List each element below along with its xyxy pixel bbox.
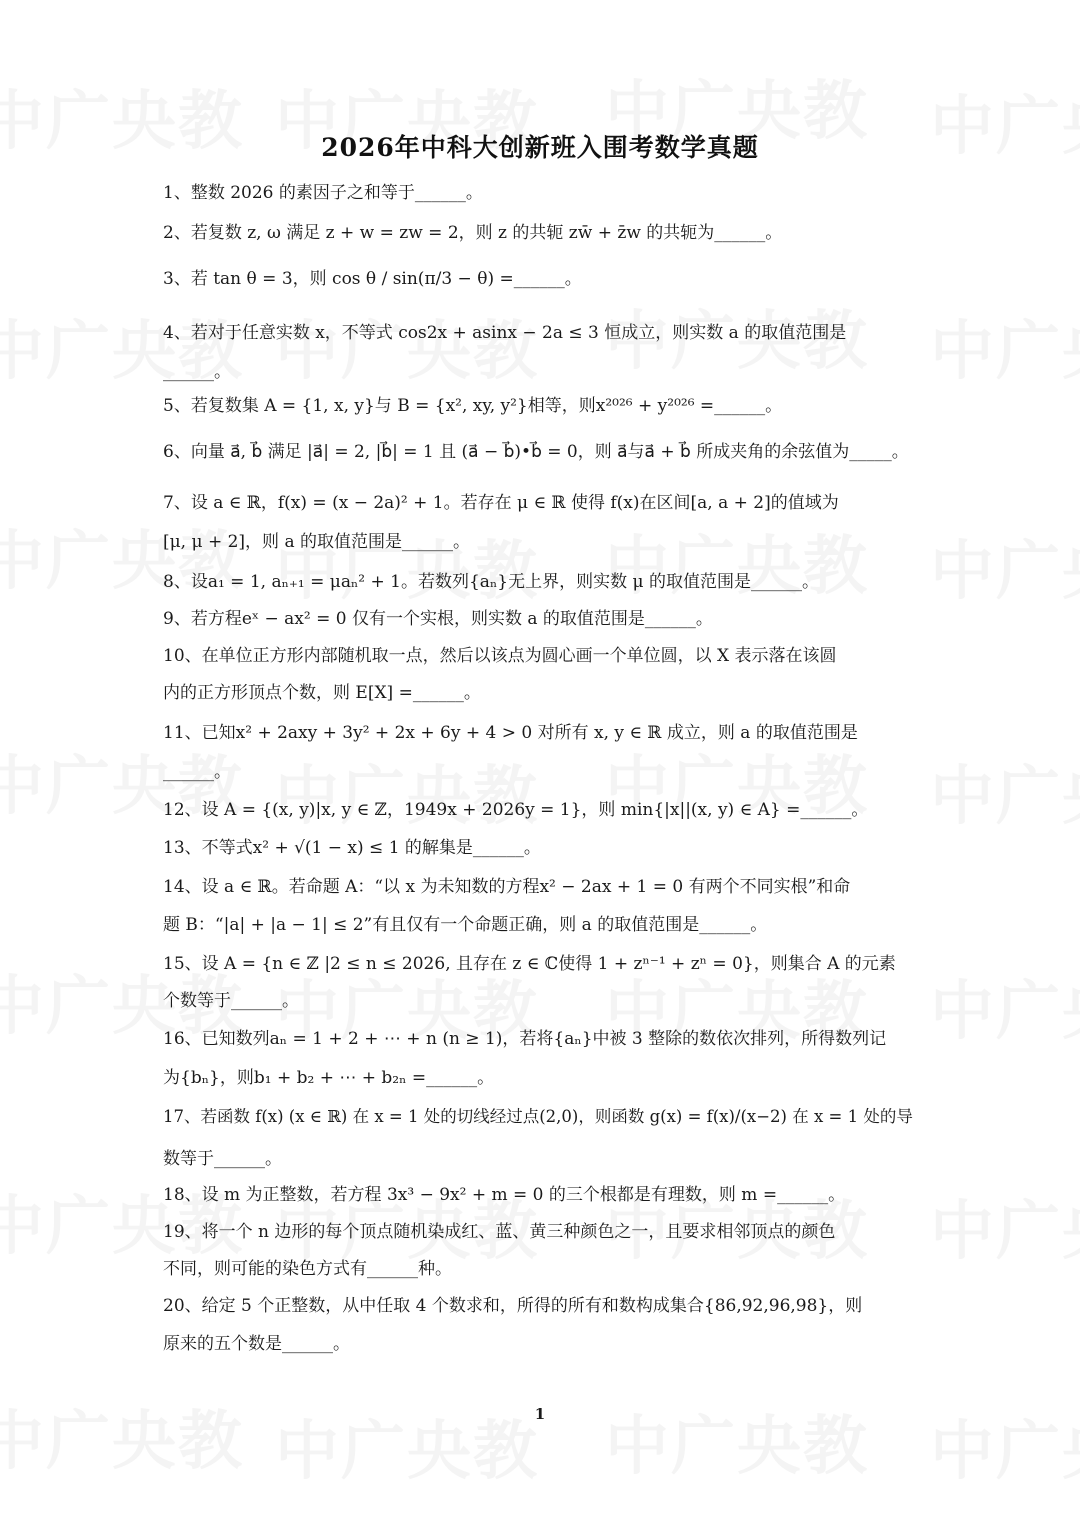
problem-line: 15、设 A = {n ∈ ℤ |2 ≤ n ≤ 2026, 且存在 z ∈ ℂ使得 1 + zⁿ⁻¹ + zⁿ = 0}，则集合 A 的元素	[163, 954, 896, 974]
problem-line: 14、设 a ∈ ℝ。若命题 A：“以 x 为未知数的方程x² − 2ax + 1 = 0 有两个不同实根”和命	[163, 877, 851, 897]
problem-line: 不同，则可能的染色方式有______种。	[163, 1259, 452, 1279]
problem-line: 19、将一个 n 边形的每个顶点随机染成红、蓝、黄三种颜色之一，且要求相邻顶点的颜色	[163, 1222, 836, 1242]
page-number: 1	[534, 1405, 546, 1423]
problem-line: 12、设 A = {(x, y)|x, y ∈ ℤ，1949x + 2026y = 1}，则 min{|x||(x, y) ∈ A} =______。	[163, 800, 869, 820]
problem-line: 6、向量 a⃗, b⃗ 满足 |a⃗| = 2, |b⃗| = 1 且 (a⃗ − b⃗)•b⃗ = 0，则 a⃗与a⃗ + b⃗ 所成夹角的余弦值为_____。	[163, 442, 909, 462]
problem-line: 17、若函数 f(x) (x ∈ ℝ) 在 x = 1 处的切线经过点(2,0)，则函数 g(x) = f(x)/(x−2) 在 x = 1 处的导	[163, 1107, 913, 1126]
problem-line: 11、已知x² + 2axy + 3y² + 2x + 6y + 4 > 0 对所有 x, y ∈ ℝ 成立，则 a 的取值范围是	[163, 723, 858, 743]
problem-line: ______。	[163, 762, 231, 782]
problem-line: 为{bₙ}，则b₁ + b₂ + ⋯ + b₂ₙ =______。	[163, 1068, 495, 1088]
problem-line: 9、若方程eˣ − ax² = 0 仅有一个实根，则实数 a 的取值范围是______。	[163, 609, 713, 629]
problem-line: 个数等于______。	[163, 991, 299, 1011]
problem-line: 20、给定 5 个正整数，从中任取 4 个数求和，所得的所有和数构成集合{86,92,96,98}，则	[163, 1296, 863, 1316]
problem-line: 18、设 m 为正整数，若方程 3x³ − 9x² + m = 0 的三个根都是有理数，则 m =______。	[163, 1185, 846, 1205]
problem-line: 5、若复数集 A = {1, x, y}与 B = {x², xy, y²}相等，则x²⁰²⁶ + y²⁰²⁶ =______。	[163, 396, 783, 416]
problem-line: 16、已知数列aₙ = 1 + 2 + ⋯ + n (n ≥ 1)，若将{aₙ}中被 3 整除的数依次排列，所得数列记	[163, 1029, 887, 1049]
problem-line: 原来的五个数是______。	[163, 1334, 350, 1354]
problem-line: 2、若复数 z, ω 满足 z + w = zw = 2，则 z 的共轭 zw̄ + z̄w 的共轭为______。	[163, 223, 783, 243]
page-title: 2026年中科大创新班入围考数学真题	[321, 133, 759, 162]
problem-line: 数等于______。	[163, 1149, 282, 1169]
problem-line: ______。	[163, 362, 231, 382]
problem-line: 7、设 a ∈ ℝ，f(x) = (x − 2a)² + 1。若存在 μ ∈ ℝ 使得 f(x)在区间[a, a + 2]的值域为	[163, 493, 839, 513]
problem-line: 4、若对于任意实数 x，不等式 cos2x + asinx − 2a ≤ 3 恒成立，则实数 a 的取值范围是	[163, 323, 847, 343]
problem-line: 1、整数 2026 的素因子之和等于______。	[163, 183, 483, 203]
problem-line: 3、若 tan θ = 3，则 cos θ / sin(π/3 − θ) =______。	[163, 269, 582, 289]
problem-line: 10、在单位正方形内部随机取一点，然后以该点为圆心画一个单位圆，以 X 表示落在该圆	[163, 646, 837, 666]
problem-line: 8、设a₁ = 1, aₙ₊₁ = μaₙ² + 1。若数列{aₙ}无上界，则实数 μ 的取值范围是______。	[163, 572, 819, 592]
problem-line: 13、不等式x² + √(1 − x) ≤ 1 的解集是______。	[163, 838, 541, 858]
problem-line: 题 B：“|a| + |a − 1| ≤ 2”有且仅有一个命题正确，则 a 的取值范围是______。	[163, 915, 768, 935]
problem-line: [μ, μ + 2]，则 a 的取值范围是______。	[163, 532, 470, 552]
problem-line: 内的正方形顶点个数，则 E[X] =______。	[163, 683, 481, 703]
